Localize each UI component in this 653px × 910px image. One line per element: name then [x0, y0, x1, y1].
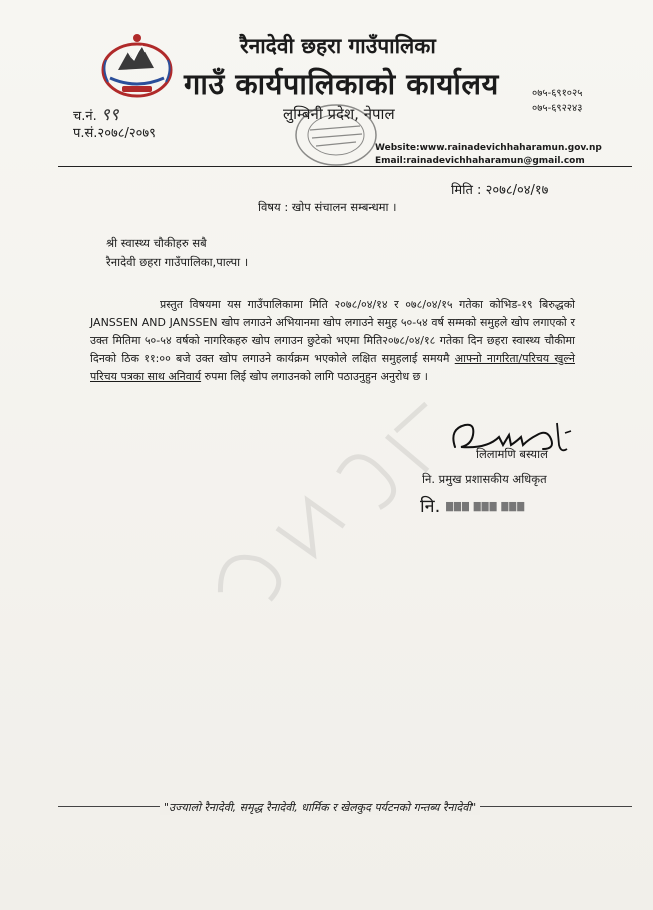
pa-san: प.सं.२०७८/२०७९: [73, 126, 156, 141]
recipient-line-2: रैनादेवी छहरा गाउँपालिका,पाल्पा ।: [106, 255, 249, 269]
office-name: गाउँ कार्यपालिकाको कार्यालय: [184, 67, 499, 101]
letter-body: [90, 296, 575, 386]
phone-2: ०७५-६९२२४३: [532, 103, 583, 114]
body-text: प्रस्तुत विषयमा यस गाउँपालिकामा मिति २०७८/०४/१४ र ०७८/०४/१५ गतेका कोभिड-१९ बिरुद्धको JANSSEN AND JANSSEN खोप लगाउने अभियानमा खोप लगाउने समुह ५०-५४ वर्ष सम्मको समुहले खोप लगाएको र उक्त मितिमा ५०-५४ वर्षको नागरिकहरु खोप लगाउन छुटेको भएमा मिति२०७८/०४/१८ गतेका दिन छहरा स्वास्थ्य चौकीमा दिनको ठिक ११:०० बजे उक्त खोप लगाउने कार्यक्रम भएकोले लक्षित समुहलाई समयमै: [90, 298, 575, 365]
office-address: लुम्बिनी प्रदेश, नेपाल: [283, 105, 395, 123]
header-divider: [58, 166, 632, 167]
letter-date: मिति : २०७८/०४/१७: [451, 183, 549, 198]
phone-1: ०७५-६९१०२५: [532, 88, 583, 99]
reference-block: [73, 107, 156, 142]
footer-motto: "उज्यालो रैनादेवी, समृद्ध रैनादेवी, धार्मिक र खेलकुद पर्यटनको गन्तब्य रैनादेवी": [160, 800, 480, 815]
recipient-line-1: श्री स्वास्थ्य चौकीहरु सबै: [106, 236, 207, 250]
letter-subject: विषय : खोप संचालन सम्बन्धमा ।: [258, 200, 397, 214]
recipient-block: [106, 234, 248, 272]
body-end-text: रुपमा लिई खोप लगाउनको लागि पठाउनुहुन अनुरोध छ ।: [201, 370, 428, 383]
office-seal-icon: [290, 100, 382, 170]
stamp-faded-text: ▇▇▇ ▇▇▇ ▇▇▇: [446, 502, 526, 512]
stamp-prefix: नि.: [420, 496, 441, 517]
body-underlined-text: आफ्नो नागरिता/परिचय खुल्ने परिचय पत्रका साथ अनिवार्य: [90, 352, 575, 383]
email: Email:rainadevichhaharamun@gmail.com: [375, 156, 585, 166]
cha-no: [73, 107, 156, 125]
nepal-emblem-icon: [96, 30, 178, 100]
signatory-name: लिलामणि बस्याल: [476, 447, 548, 461]
municipality-name: रैनादेवी छहरा गाउँपालिका: [240, 34, 436, 58]
website: Website:www.rainadevichhaharamun.gov.np: [375, 143, 602, 153]
contact-info: [375, 142, 602, 168]
cha-no-label: च.नं.: [73, 109, 97, 124]
cha-no-value: ९९: [100, 105, 119, 125]
faded-stamp-watermark: [170, 380, 490, 620]
phone-numbers: [532, 86, 582, 116]
signatory-title: नि. प्रमुख प्रशासकीय अधिकृत: [422, 472, 547, 486]
